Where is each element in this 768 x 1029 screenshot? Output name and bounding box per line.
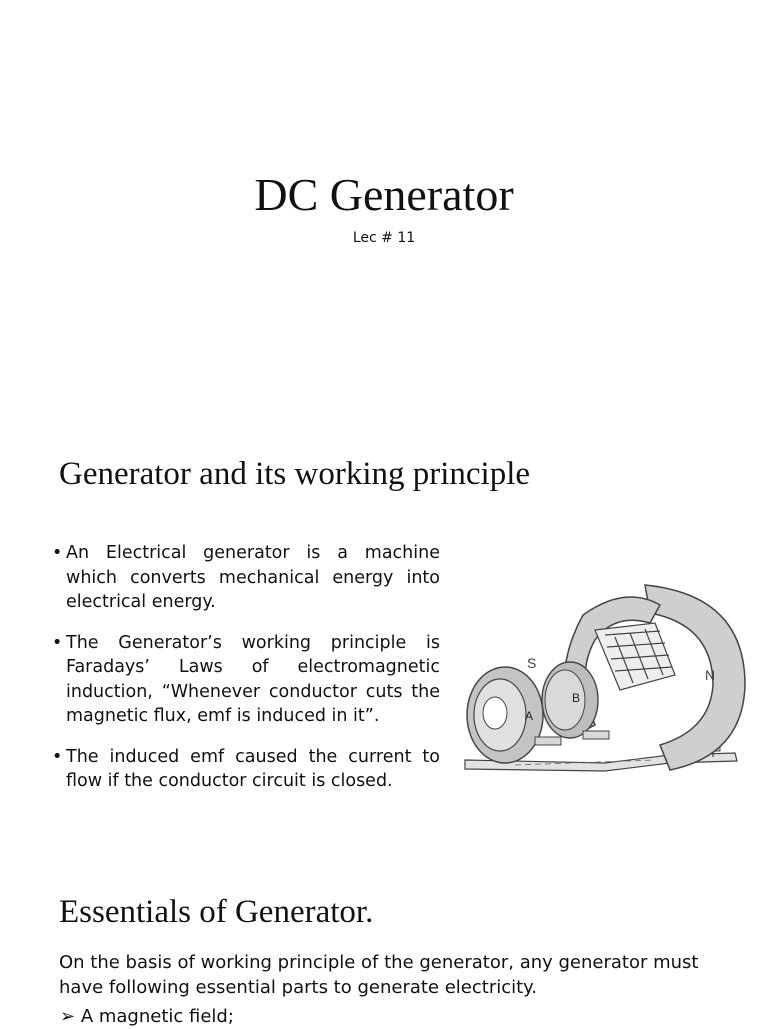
bullet-list: [52, 541, 440, 810]
brush: [583, 731, 609, 739]
slide-subtitle: Lec # 11: [352, 230, 416, 246]
bullet-item: • An Electrical generator is a machine which converts mechanical energy into electrical energy.: [52, 541, 440, 615]
intro-paragraph: On the basis of working principle of the generator, any generator must have following essential parts to generate electricity.: [59, 952, 699, 998]
essential-item: [60, 1004, 234, 1029]
pole-label-n: N: [705, 667, 716, 683]
working-principle-slide: [0, 432, 768, 864]
arrow-bullet-icon: ➢: [60, 1006, 76, 1027]
generator-diagram: [455, 565, 750, 780]
ring-label-a: A: [525, 709, 534, 723]
essential-item-text: A magnetic field;: [80, 1006, 234, 1027]
pole-label-s: S: [527, 655, 537, 671]
bullet-item: • The induced emf caused the current to flow if the conductor circuit is closed.: [52, 745, 440, 794]
brush: [535, 737, 561, 745]
essentials-slide: [0, 864, 768, 1027]
armature-coil: [595, 623, 675, 690]
slide-title: DC Generator: [254, 169, 514, 220]
slide-heading: Generator and its working principle: [59, 456, 531, 492]
slip-ring-b: [542, 662, 598, 738]
slide-heading: Essentials of Generator.: [59, 894, 374, 930]
ring-label-b: B: [572, 691, 581, 705]
title-slide: [0, 0, 768, 432]
bullet-item: • The Generator’s working principle is Faradays’ Laws of electromagnetic induction, “Whenever conductor cuts the magnetic flux, emf is induced in it”.: [52, 631, 440, 729]
